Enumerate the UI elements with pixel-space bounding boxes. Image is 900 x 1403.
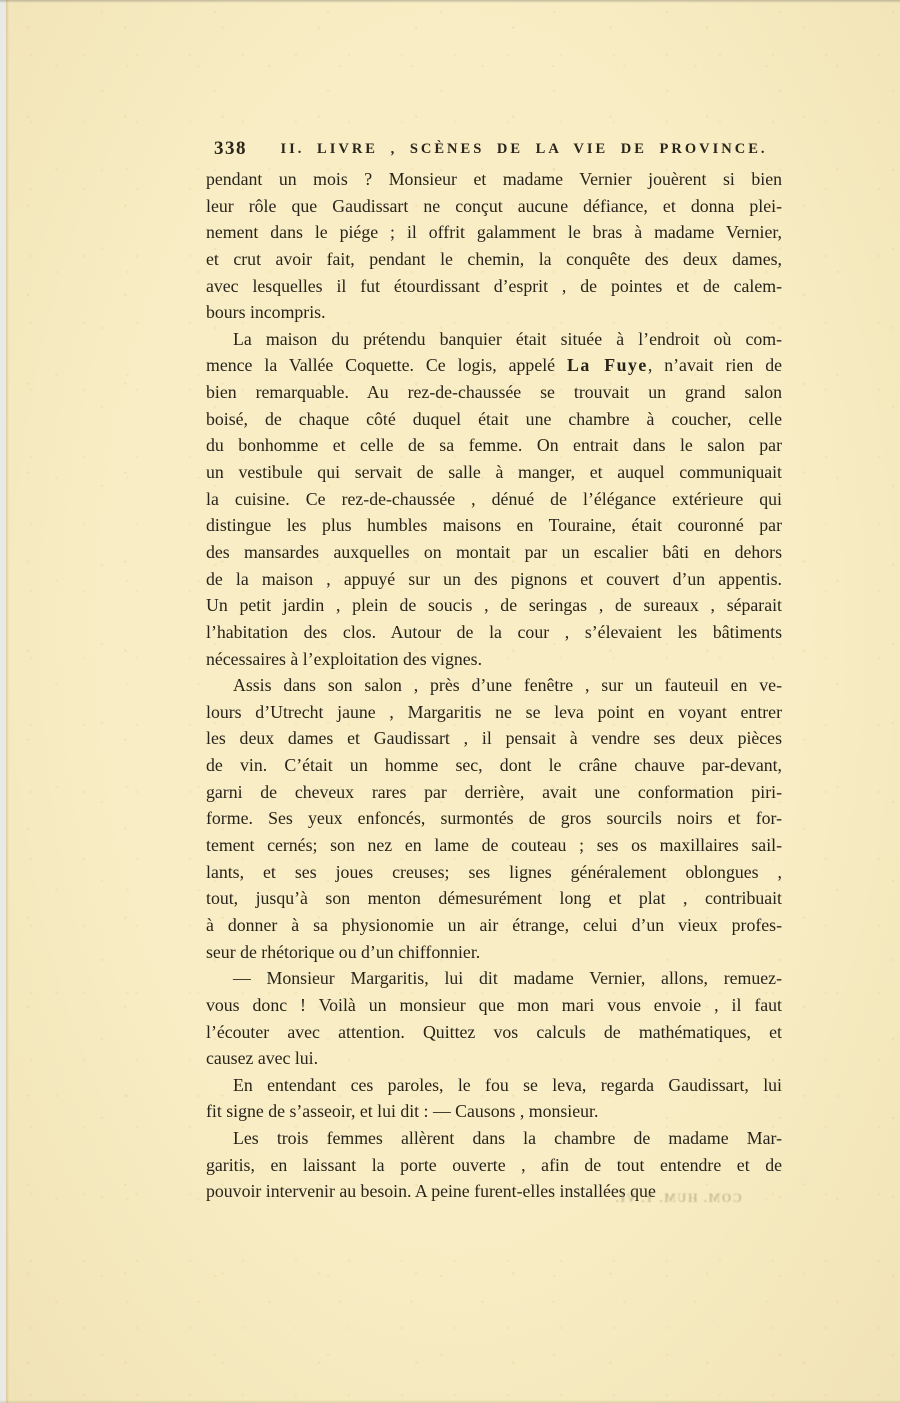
text-line: leur rôle que Gaudissart ne conçut aucune défiance, et donna plei- xyxy=(206,195,782,216)
paragraph xyxy=(206,1072,782,1125)
emphasized-text: La Fuye xyxy=(567,355,648,376)
text-line: et crut avoir fait, pendant le chemin, la conquête des deux dames, xyxy=(206,248,782,269)
paragraph xyxy=(206,965,782,1072)
paragraph xyxy=(206,166,782,326)
text-line: lants, et ses joues creuses; ses lignes généralement oblongues , xyxy=(206,861,782,882)
paragraphs xyxy=(206,166,782,1205)
text-line: pendant un mois ? Monsieur et madame Vernier jouèrent si bien xyxy=(206,169,782,189)
text-line: la cuisine. Ce rez-de-chaussée , dénué de l’élégance extérieure qui xyxy=(206,488,782,509)
text-line: garni de cheveux rares par derrière, avait une conformation piri- xyxy=(206,781,782,802)
text-line: avec lesquelles il fut étourdissant d’esprit , de pointes et de calem- xyxy=(206,275,782,296)
text-line: un vestibule qui servait de salle à manger, et auquel communiquait xyxy=(206,462,782,483)
text-line: tout, jusqu’à son menton démesurément long et plat , contribuait xyxy=(206,888,782,909)
running-header: II. LIVRE , SCÈNES DE LA VIE DE PROVINCE. xyxy=(280,141,768,157)
text-line: garitis, en laissant la porte ouverte , afin de tout entendre et de xyxy=(206,1154,782,1175)
text-line: La maison du prétendu banquier était située à l’endroit où com- xyxy=(233,328,782,349)
text-line: bien remarquable. Au rez-de-chaussée se trouvait un grand salon xyxy=(206,382,782,403)
text-line: nécessaires à l’exploitation des vignes. xyxy=(206,648,483,669)
page-number: 338 xyxy=(214,138,247,159)
text-line: nement dans le piége ; il offrit galamment le bras à madame Vernier, xyxy=(206,222,782,243)
scan-top-edge xyxy=(0,0,900,3)
text-line: fit signe de s’asseoir, et lui dit : — Causons , monsieur. xyxy=(206,1101,599,1122)
text-line: pouvoir intervenir au besoin. A peine furent-elles installées que xyxy=(206,1181,656,1202)
text-line: En entendant ces paroles, le fou se leva, regarda Gaudissart, lui xyxy=(233,1074,782,1095)
running-header-row xyxy=(206,138,782,160)
text-line: Assis dans son salon , près d’une fenêtre , sur un fauteuil en ve- xyxy=(233,675,782,696)
text-line: les deux dames et Gaudissart , il pensait à vendre ses deux pièces xyxy=(206,728,782,749)
text-line: du bonhomme et celle de sa femme. On entrait dans le salon par xyxy=(206,435,782,456)
text-line: vous donc ! Voilà un monsieur que mon mari vous envoie , il faut xyxy=(206,994,782,1015)
text-line: l’habitation des clos. Autour de la cour , s’élevaient les bâtiments xyxy=(206,621,782,642)
paragraph xyxy=(206,672,782,965)
text-line: de la maison , appuyé sur un des pignons et couvert d’un appentis. xyxy=(206,568,782,589)
text-line: seur de rhétorique ou d’un chiffonnier. xyxy=(206,941,481,962)
text-line: à donner à sa physionomie un air étrange, celui d’un vieux profes- xyxy=(206,914,782,935)
text-line: lours d’Utrecht jaune , Margaritis ne se leva point en voyant entrer xyxy=(206,701,782,722)
paragraph xyxy=(206,326,782,672)
text-line: mence la Vallée Coquette. Ce logis, appelé La Fuye, n’avait rien de xyxy=(206,355,782,376)
text-line: distingue les plus humbles maisons en Touraine, était couronné par xyxy=(206,515,782,536)
text-line: des mansardes auxquelles on montait par un escalier bâti en dehors xyxy=(206,541,782,562)
text-line: Un petit jardin , plein de soucis , de seringas , de sureaux , séparait xyxy=(206,595,782,616)
show-through-signature-mark: COM. HUM. T. VI. xyxy=(614,1191,742,1205)
text-line: forme. Ses yeux enfoncés, surmontés de gros sourcils noirs et for- xyxy=(206,808,782,829)
text-line: bours incompris. xyxy=(206,302,326,323)
text-line: Les trois femmes allèrent dans la chambre de madame Mar- xyxy=(233,1128,782,1149)
text-line: de vin. C’était un homme sec, dont le crâne chauve par-devant, xyxy=(206,755,782,776)
text-line: l’écouter avec attention. Quittez vos calculs de mathématiques, et xyxy=(206,1021,782,1042)
text-line: tement cernés; son nez en lame de couteau ; ses os maxillaires sail- xyxy=(206,835,782,856)
text-line: boisé, de chaque côté duquel était une chambre à coucher, celle xyxy=(206,408,782,429)
page-edge-shadow xyxy=(6,0,9,1403)
text-line: — Monsieur Margaritis, lui dit madame Vernier, allons, remuez- xyxy=(233,968,782,989)
text-line: causez avec lui. xyxy=(206,1048,319,1069)
